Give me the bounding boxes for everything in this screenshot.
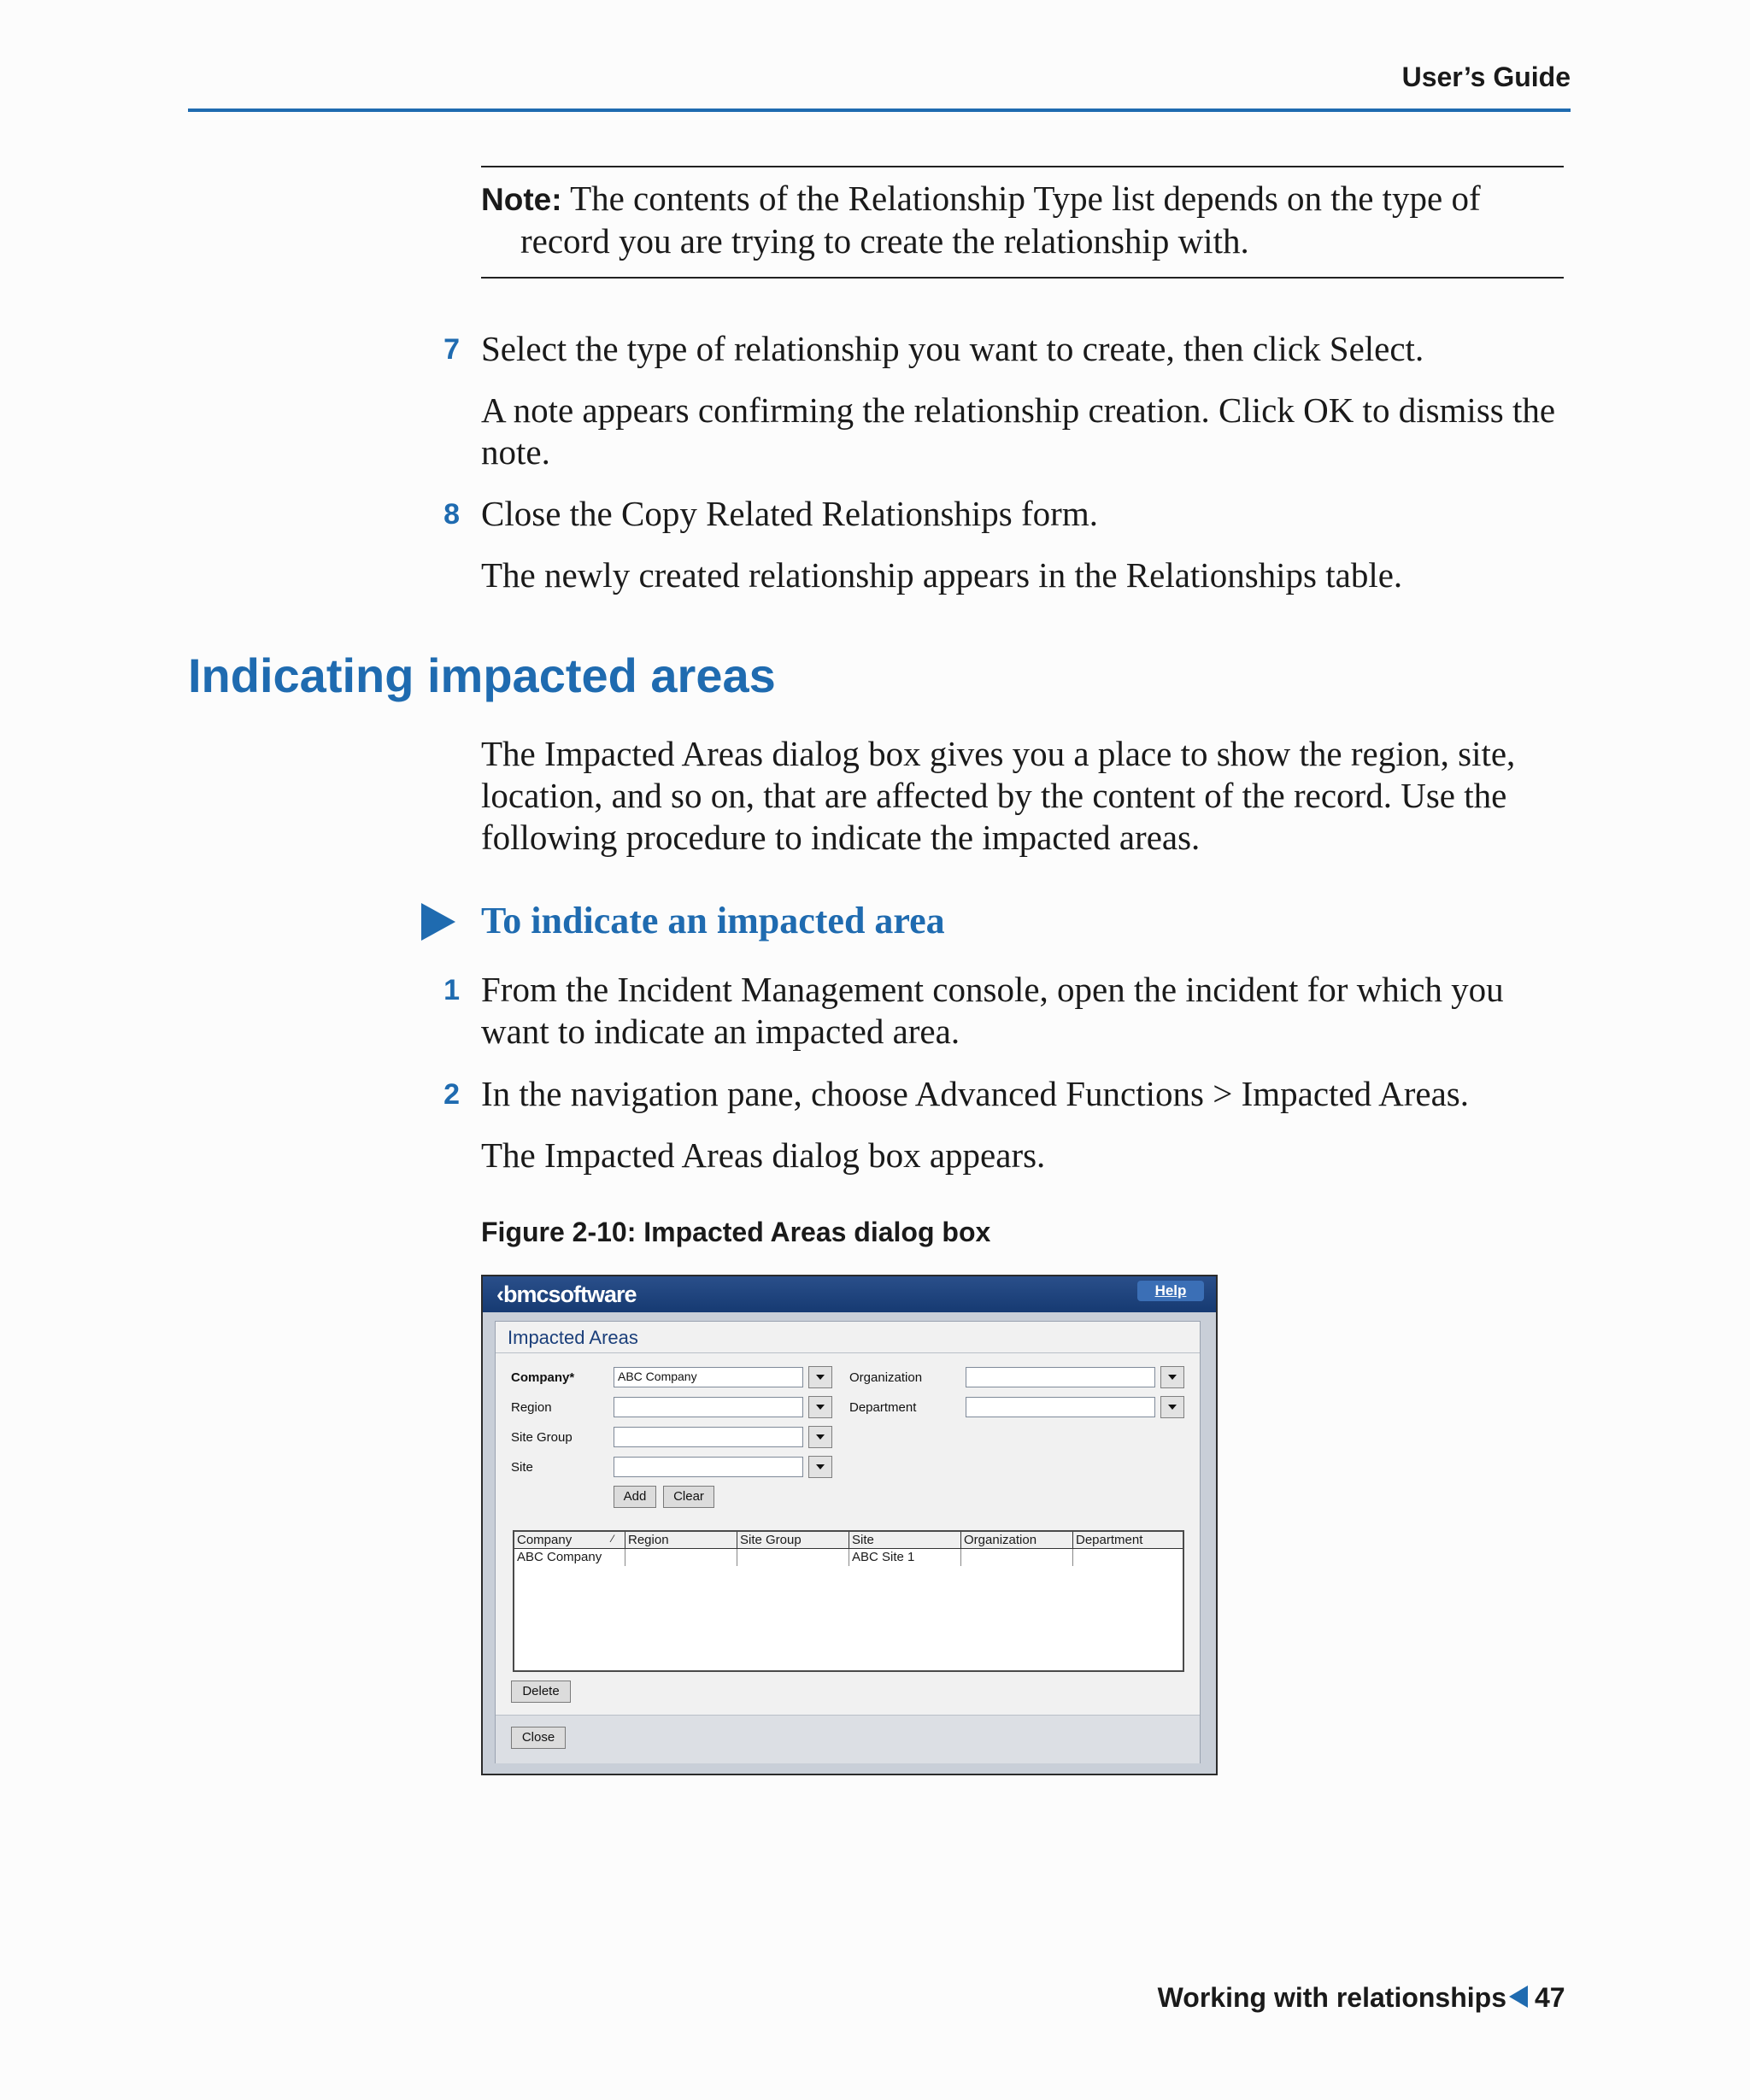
- impacted-areas-table: [513, 1530, 1184, 1672]
- step-number: 1: [443, 974, 460, 1006]
- column-header-site[interactable]: Site: [849, 1532, 961, 1549]
- table-cell[interactable]: [1073, 1549, 1183, 1566]
- help-link[interactable]: Help: [1137, 1281, 1204, 1301]
- column-header-site-group[interactable]: Site Group: [737, 1532, 849, 1549]
- step-number: 2: [443, 1078, 460, 1111]
- site-dropdown-button[interactable]: [808, 1456, 832, 1478]
- note-top-rule: [481, 166, 1564, 167]
- company-field[interactable]: ABC Company: [614, 1367, 803, 1387]
- step-result: The Impacted Areas dialog box appears.: [481, 1135, 1046, 1175]
- site-label: Site: [511, 1460, 533, 1475]
- dialog-banner: [483, 1276, 1216, 1312]
- section-heading: Indicating impacted areas: [188, 648, 776, 702]
- table-cell[interactable]: ABC Company: [514, 1549, 625, 1566]
- dialog-panel: [495, 1321, 1201, 1763]
- step-result: A note appears confirming the relationship creation. Click OK to dismiss the note.: [481, 390, 1556, 472]
- page-number: 47: [1535, 1982, 1565, 2013]
- region-field[interactable]: [614, 1397, 803, 1417]
- company-dropdown-button[interactable]: [808, 1366, 832, 1388]
- table-cell[interactable]: [625, 1549, 737, 1566]
- note-label: Note:: [481, 182, 562, 217]
- dialog-title-rule: [496, 1352, 1200, 1353]
- note-bottom-rule: [481, 277, 1564, 279]
- organization-field[interactable]: [966, 1367, 1155, 1387]
- running-header: User’s Guide: [1401, 62, 1571, 92]
- header-rule: [188, 109, 1571, 112]
- dialog-title: Impacted Areas: [508, 1327, 638, 1348]
- site-field[interactable]: [614, 1457, 803, 1477]
- table-cell[interactable]: ABC Site 1: [849, 1549, 961, 1566]
- site-group-label: Site Group: [511, 1430, 573, 1445]
- table-cell[interactable]: [737, 1549, 849, 1566]
- close-button[interactable]: Close: [511, 1727, 566, 1749]
- note-text-line1: The contents of the Relationship Type list depends on the type of: [570, 179, 1481, 218]
- step-result: The newly created relationship appears in the Relationships table.: [481, 555, 1403, 595]
- delete-button[interactable]: Delete: [511, 1681, 571, 1703]
- step-number: 7: [443, 333, 460, 366]
- region-label: Region: [511, 1400, 552, 1415]
- organization-dropdown-button[interactable]: [1160, 1366, 1184, 1388]
- step-text: Close the Copy Related Relationships form.: [481, 494, 1098, 533]
- step-text: Select the type of relationship you want to create, then click Select.: [481, 329, 1424, 368]
- column-header-organization[interactable]: Organization: [961, 1532, 1073, 1549]
- step-text: In the navigation pane, choose Advanced Functions > Impacted Areas.: [481, 1074, 1469, 1113]
- column-header-company[interactable]: Company: [514, 1532, 625, 1549]
- sort-indicator-icon: ⁄: [612, 1533, 614, 1545]
- impacted-areas-screenshot: [481, 1275, 1218, 1775]
- add-button[interactable]: Add: [614, 1486, 656, 1508]
- logo-text: bmcsoftware: [503, 1282, 637, 1307]
- bmc-logo: [496, 1282, 637, 1308]
- organization-label: Organization: [849, 1370, 923, 1385]
- note-text-line2: record you are trying to create the relationship with.: [520, 221, 1249, 261]
- procedure-title: To indicate an impacted area: [481, 900, 945, 941]
- department-field[interactable]: [966, 1397, 1155, 1417]
- step-text: From the Incident Management console, open the incident for which you want to indicate an impacted area.: [481, 970, 1504, 1051]
- site-group-field[interactable]: [614, 1427, 803, 1447]
- company-label: Company*: [511, 1370, 575, 1385]
- department-label: Department: [849, 1400, 917, 1415]
- dialog-footer-bar: [496, 1715, 1200, 1763]
- footer-chapter: Working with relationships: [1157, 1982, 1506, 2013]
- column-header-region[interactable]: Region: [625, 1532, 737, 1549]
- department-dropdown-button[interactable]: [1160, 1396, 1184, 1418]
- clear-button[interactable]: Clear: [663, 1486, 714, 1508]
- footer-arrow-icon: [1509, 1986, 1528, 2008]
- table-cell[interactable]: [961, 1549, 1073, 1566]
- procedure-arrow-icon: [421, 903, 455, 941]
- figure-caption: Figure 2-10: Impacted Areas dialog box: [481, 1217, 991, 1247]
- note-box: [481, 178, 1564, 262]
- site-group-dropdown-button[interactable]: [808, 1426, 832, 1448]
- step-number: 8: [443, 498, 460, 531]
- logo-chevron-icon: ‹: [496, 1282, 503, 1307]
- region-dropdown-button[interactable]: [808, 1396, 832, 1418]
- section-intro: The Impacted Areas dialog box gives you a place to show the region, site, location, and so on, that are affected by the content of the record. Use the following procedure to indicate the impacted areas.: [481, 734, 1516, 857]
- column-header-department[interactable]: Department: [1073, 1532, 1183, 1549]
